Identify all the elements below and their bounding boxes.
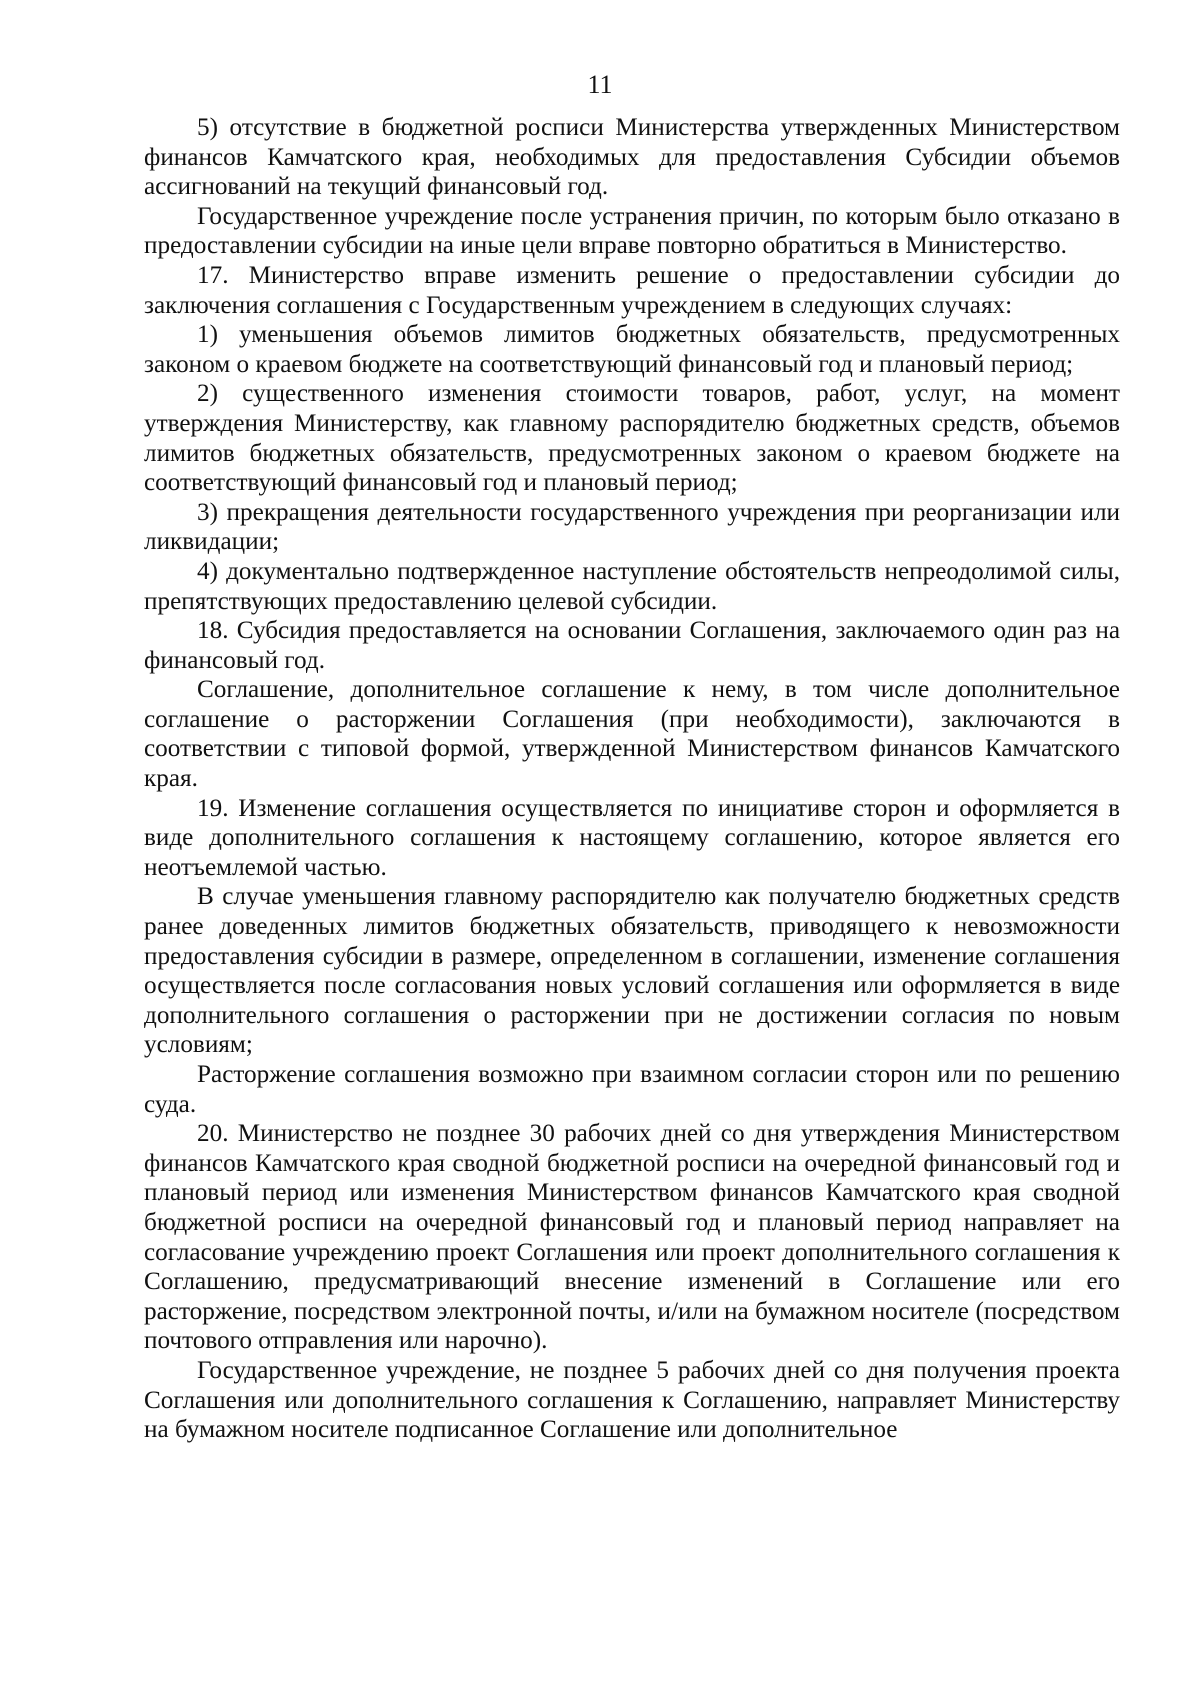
paragraph-18: 18. Субсидия предоставляется на основании Соглашения, заключаемого один раз на финансовый год. [144, 617, 1120, 674]
page-number: 11 [587, 70, 613, 99]
paragraph-20-response: Государственное учреждение, не позднее 5 рабочих дней со дня получения проекта Соглашения или дополнительного соглашения к Соглашению, направляет Министерству на бумажном носителе подписанное Соглашение или дополнительное [144, 1356, 1120, 1444]
paragraph-item-5: 5) отсутствие в бюджетной росписи Министерства утвержденных Министерством финансов Камчатского края, необходимых для предоставления Субсидии объемов ассигнований на текущий финансовый год. [144, 114, 1120, 201]
paragraph-19-limit-reduction: В случае уменьшения главному распорядителю как получателю бюджетных средств ранее доведенных лимитов бюджетных обязательств, приводящего к невозможности предоставления субсидии в размере, определенном в соглашении, изменение соглашения осуществляется после согласования новых условий соглашения или оформляется в виде дополнительного соглашения о расторжении при не достижении согласия по новым условиям; [144, 883, 1120, 1059]
document-body [144, 113, 1120, 1445]
paragraph-17-item-2: 2) существенного изменения стоимости товаров, работ, услуг, на момент утверждения Министерству, как главному распорядителю бюджетных средств, объемов лимитов бюджетных обязательств, предусмотренных законом о краевом бюджете на соответствующий финансовый год и плановый период; [144, 380, 1120, 497]
paragraph-17-item-4: 4) документально подтвержденное наступление обстоятельств непреодолимой силы, препятствующих предоставлению целевой субсидии. [144, 557, 1120, 615]
paragraph-17: 17. Министерство вправе изменить решение о предоставлении субсидии до заключения соглашения с Государственным учреждением в следующих случаях: [144, 261, 1120, 319]
paragraph-repeat-application: Государственное учреждение после устранения причин, по которым было отказано в предоставлении субсидии на иные цели вправе повторно обратиться в Министерство. [144, 202, 1120, 260]
paragraph-17-item-3: 3) прекращения деятельности государственного учреждения при реорганизации или ликвидации; [144, 498, 1120, 556]
paragraph-19: 19. Изменение соглашения осуществляется по инициативе сторон и оформляется в виде дополнительного соглашения к настоящему соглашению, которое является его неотъемлемой частью. [144, 794, 1120, 881]
paragraph-19-termination: Расторжение соглашения возможно при взаимном согласии сторон или по решению суда. [144, 1061, 1120, 1118]
paragraph-18-agreement-form: Соглашение, дополнительное соглашение к нему, в том числе дополнительное соглашение о расторжении Соглашения (при необходимости), заключаются в соответствии с типовой формой, утвержденной Министерством финансов Камчатского края. [144, 676, 1120, 793]
paragraph-17-item-1: 1) уменьшения объемов лимитов бюджетных обязательств, предусмотренных законом о краевом бюджете на соответствующий финансовый год и плановый период; [144, 321, 1120, 378]
paragraph-20: 20. Министерство не позднее 30 рабочих дней со дня утверждения Министерством финансов Камчатского края сводной бюджетной росписи на очередной финансовый год и плановый период или изменения Министерством финансов Камчатского края сводной бюджетной росписи на очередной финансовый год и плановый период направляет на согласование учреждению проект Соглашения или проект дополнительного соглашения к Соглашению, предусматривающий внесение изменений в Соглашение или его расторжение, посредством электронной почты, и/или на бумажном носителе (посредством почтового отправления или нарочно). [144, 1120, 1120, 1355]
